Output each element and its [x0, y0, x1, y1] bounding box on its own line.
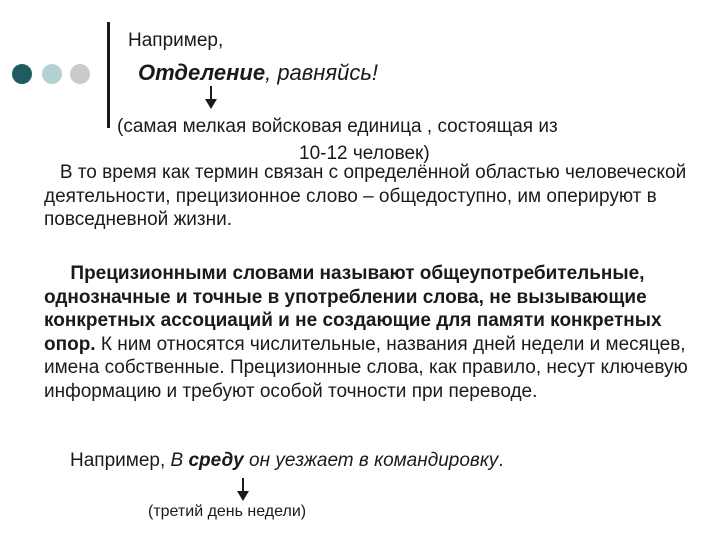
definition-line-1: (самая мелкая войсковая единица , состоящая из — [117, 116, 558, 137]
example-2-part-1: В — [170, 450, 189, 471]
example-2-end: . — [498, 450, 504, 471]
paragraph-1-text: В то время как термин связан с определённой областью человеческой деятельности, прецизионное слово – общедоступно, им оперируют в повседневной жизни. — [44, 162, 687, 230]
note-text: (третий день недели) — [148, 503, 307, 520]
intro-text: Например, — [128, 30, 224, 51]
paragraph-2-text: К ним относятся числительные, названия дней недели и месяцев, имена собственные. Прецизионные слова, как правило, несут ключевую информацию и требуют особой точности при переводе. — [44, 333, 688, 402]
paragraph-2-definition: Прецизионными словами называют общеупотребительные, однозначные и точные в употреблении слова, не вызывающие конкретных ассоциаций и не создающие для памяти конкретных опор. — [44, 263, 662, 355]
definition-line-2: 10-12 человек) — [299, 143, 430, 164]
example-sentence-1 — [138, 60, 378, 86]
down-arrow-icon — [237, 478, 249, 502]
paragraph-1 — [44, 161, 694, 232]
vertical-divider — [107, 22, 110, 128]
example-2-part-2: он уезжает в командировку — [243, 450, 499, 471]
down-arrow-icon — [205, 86, 217, 110]
example-2-term: среду — [188, 450, 244, 471]
bullet-dot-dark — [12, 64, 32, 84]
example-sentence-2 — [70, 450, 504, 472]
example-2-lead: Например, — [70, 450, 171, 471]
paragraph-2 — [44, 262, 694, 403]
example-term: Отделение — [138, 60, 266, 85]
bullet-dot-gray — [70, 64, 90, 84]
bullet-dot-light-teal — [42, 64, 62, 84]
example-rest: , равняйсь! — [265, 60, 379, 85]
